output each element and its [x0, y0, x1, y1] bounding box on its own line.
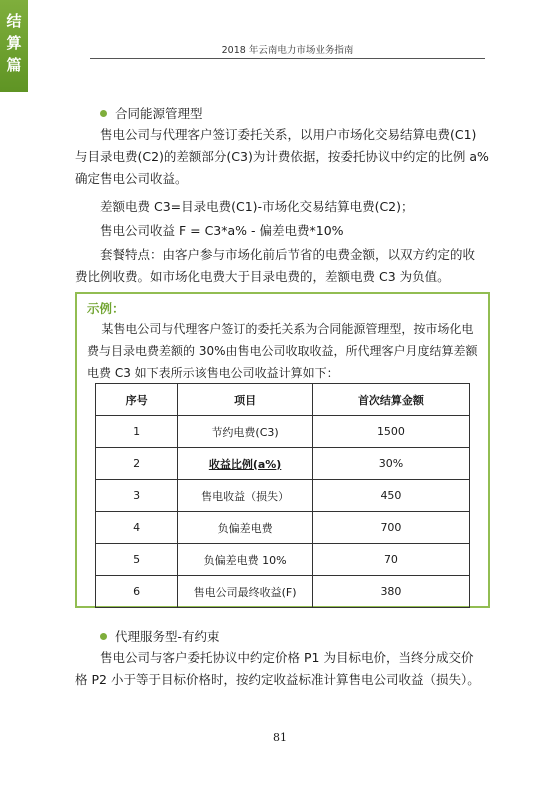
- side-tab-char: 篇: [6, 56, 22, 74]
- table-cell: 4: [96, 512, 178, 544]
- table-cell: 5: [96, 544, 178, 576]
- table-cell: 节约电费(C3): [178, 416, 313, 448]
- income-calculation-table: [95, 383, 470, 608]
- column-header: 序号: [96, 384, 178, 416]
- side-tab-char: 算: [6, 34, 22, 52]
- example-text: 某售电公司与代理客户签订的委托关系为合同能源管理型，按市场化电费与目录电费差额的 30%由售电公司收取收益，所代理客户月度结算差额电费 C3 如下表所示该售电公司收益计算如下：: [87, 322, 478, 380]
- formula-diff-fee: 差额电费 C3=目录电费(C1)-市场化交易结算电费(C2)；: [100, 199, 414, 214]
- side-tab-char: 结: [6, 12, 22, 30]
- table-cell: 380: [312, 576, 469, 608]
- example-title: 示例：: [87, 301, 125, 316]
- bullet-icon: [100, 110, 107, 117]
- table-cell: 30%: [312, 448, 469, 480]
- table-row: [96, 480, 470, 512]
- paragraph-line: 确定售电公司收益。: [75, 171, 188, 186]
- paragraph-line: 费比例收费。如市场化电费大于目录电费的，差额电费 C3 为负值。: [75, 269, 450, 284]
- section-heading-agency-service: [100, 627, 220, 645]
- formula-company-income: 售电公司收益 F = C3*a% - 偏差电费*10%: [100, 223, 344, 238]
- package-features: [75, 244, 475, 288]
- running-header: 2018 年云南电力市场业务指南: [221, 45, 354, 56]
- paragraph-line: 套餐特点：由客户参与市场化前后节省的电费金额，以双方约定的收: [100, 247, 476, 262]
- page-number: 81: [273, 731, 287, 744]
- column-header: 项目: [178, 384, 313, 416]
- section-heading-energy-management: [100, 104, 203, 122]
- table-header-row: [96, 384, 470, 416]
- paragraph-line: 售电公司与客户委托协议中约定价格 P1 为目标电价，当终分成交价: [100, 650, 474, 665]
- table-row: [96, 512, 470, 544]
- table-cell: 70: [312, 544, 469, 576]
- table-cell: 700: [312, 512, 469, 544]
- table-cell: 6: [96, 576, 178, 608]
- table-cell: 负偏差电费: [178, 512, 313, 544]
- table-cell: 负偏差电费 10%: [178, 544, 313, 576]
- table-cell: 450: [312, 480, 469, 512]
- table-cell: 1: [96, 416, 178, 448]
- paragraph-line: 格 P2 小于等于目标价格时，按约定收益标准计算售电公司收益（损失）。: [75, 672, 480, 687]
- paragraph-line: 售电公司与代理客户签订委托关系，以用户市场化交易结算电费(C1): [100, 127, 477, 142]
- table-cell: 售电收益（损失）: [178, 480, 313, 512]
- paragraph-line: 与目录电费(C2)的差额部分(C3)为计费依据，按委托协议中约定的比例 a%: [75, 149, 489, 164]
- table-cell: 3: [96, 480, 178, 512]
- table-cell: 1500: [312, 416, 469, 448]
- table-row: [96, 416, 470, 448]
- table-row: [96, 544, 470, 576]
- bullet-icon: [100, 633, 107, 640]
- paragraph-energy-management: [75, 124, 489, 190]
- table-cell: 售电公司最终收益(F): [178, 576, 313, 608]
- paragraph-agency-service: [75, 647, 480, 691]
- header-divider: [90, 58, 485, 59]
- heading-text: 合同能源管理型: [115, 106, 203, 121]
- heading-text: 代理服务型-有约束: [115, 629, 220, 644]
- table-row: [96, 448, 470, 480]
- table-row: [96, 576, 470, 608]
- column-header: 首次结算金额: [312, 384, 469, 416]
- table-cell: 2: [96, 448, 178, 480]
- section-side-tab: [0, 0, 28, 92]
- table-cell: 收益比例(a%): [178, 448, 313, 480]
